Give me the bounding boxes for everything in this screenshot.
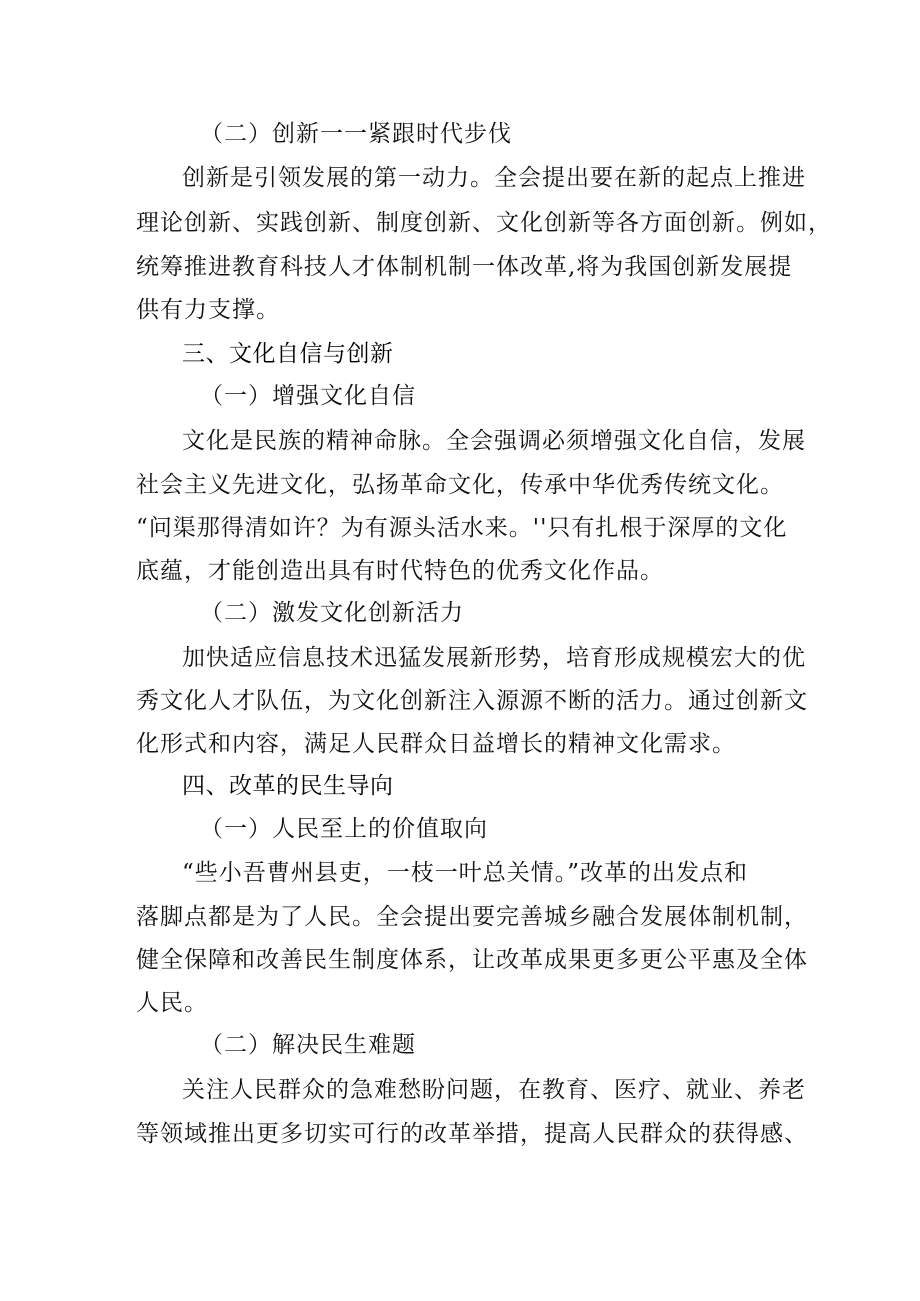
paragraph-line: 创新是引领发展的第一动力。全会提出要在新的起点上推进 bbox=[182, 165, 806, 191]
paragraph-line: “些小吾曹州县吏，一枝一叶总关情。”改革的出发点和 bbox=[182, 860, 749, 886]
subheading-cultural-confidence: （一）增强文化自信 bbox=[200, 383, 416, 409]
section-heading-livelihood: 四、改革的民生导向 bbox=[182, 773, 394, 799]
paragraph-line: 落脚点都是为了人民。全会提出要完善城乡融合发展体制机制， bbox=[136, 904, 808, 930]
subheading-cultural-innovation: （二）激发文化创新活力 bbox=[200, 600, 464, 626]
paragraph-line: 理论创新、实践创新、制度创新、文化创新等各方面创新。例如， bbox=[136, 210, 832, 236]
subheading-people-first: （一）人民至上的价值取向 bbox=[200, 816, 488, 842]
paragraph-line: 供有力支撑。 bbox=[136, 297, 280, 323]
subheading-livelihood-problems: （二）解决民生难题 bbox=[200, 1032, 416, 1058]
paragraph-line: 文化是民族的精神命脉。全会强调必须增强文化自信，发展 bbox=[182, 428, 806, 454]
paragraph-line: 底蕴，才能创造出具有时代特色的优秀文化作品。 bbox=[136, 558, 664, 584]
paragraph-line: 社会主义先进文化，弘扬革命文化，传承中华优秀传统文化。 bbox=[136, 472, 784, 498]
paragraph-line: 健全保障和改善民生制度体系，让改革成果更多更公平惠及全体 bbox=[136, 947, 808, 973]
paragraph-line: 关注人民群众的急难愁盼问题，在教育、医疗、就业、养老 bbox=[182, 1077, 806, 1103]
paragraph-line: 化形式和内容，满足人民群众日益增长的精神文化需求。 bbox=[136, 731, 736, 757]
section-heading-culture: 三、文化自信与创新 bbox=[182, 341, 394, 367]
paragraph-line: 人民。 bbox=[136, 990, 208, 1016]
subheading-innovation: （二）创新一一紧跟时代步伐 bbox=[200, 121, 512, 147]
paragraph-line: “问渠那得清如许？为有源头活水来。''只有扎根于深厚的文化 bbox=[136, 515, 788, 541]
paragraph-line: 等领域推出更多切实可行的改革举措，提高人民群众的获得感、 bbox=[136, 1121, 808, 1147]
paragraph-line: 秀文化人才队伍，为文化创新注入源源不断的活力。通过创新文 bbox=[136, 688, 808, 714]
paragraph-line: 加快适应信息技术迅猛发展新形势，培育形成规模宏大的优 bbox=[182, 645, 806, 671]
paragraph-line: 统筹推进教育科技人才体制机制一体改革,将为我国创新发展提 bbox=[136, 254, 793, 280]
